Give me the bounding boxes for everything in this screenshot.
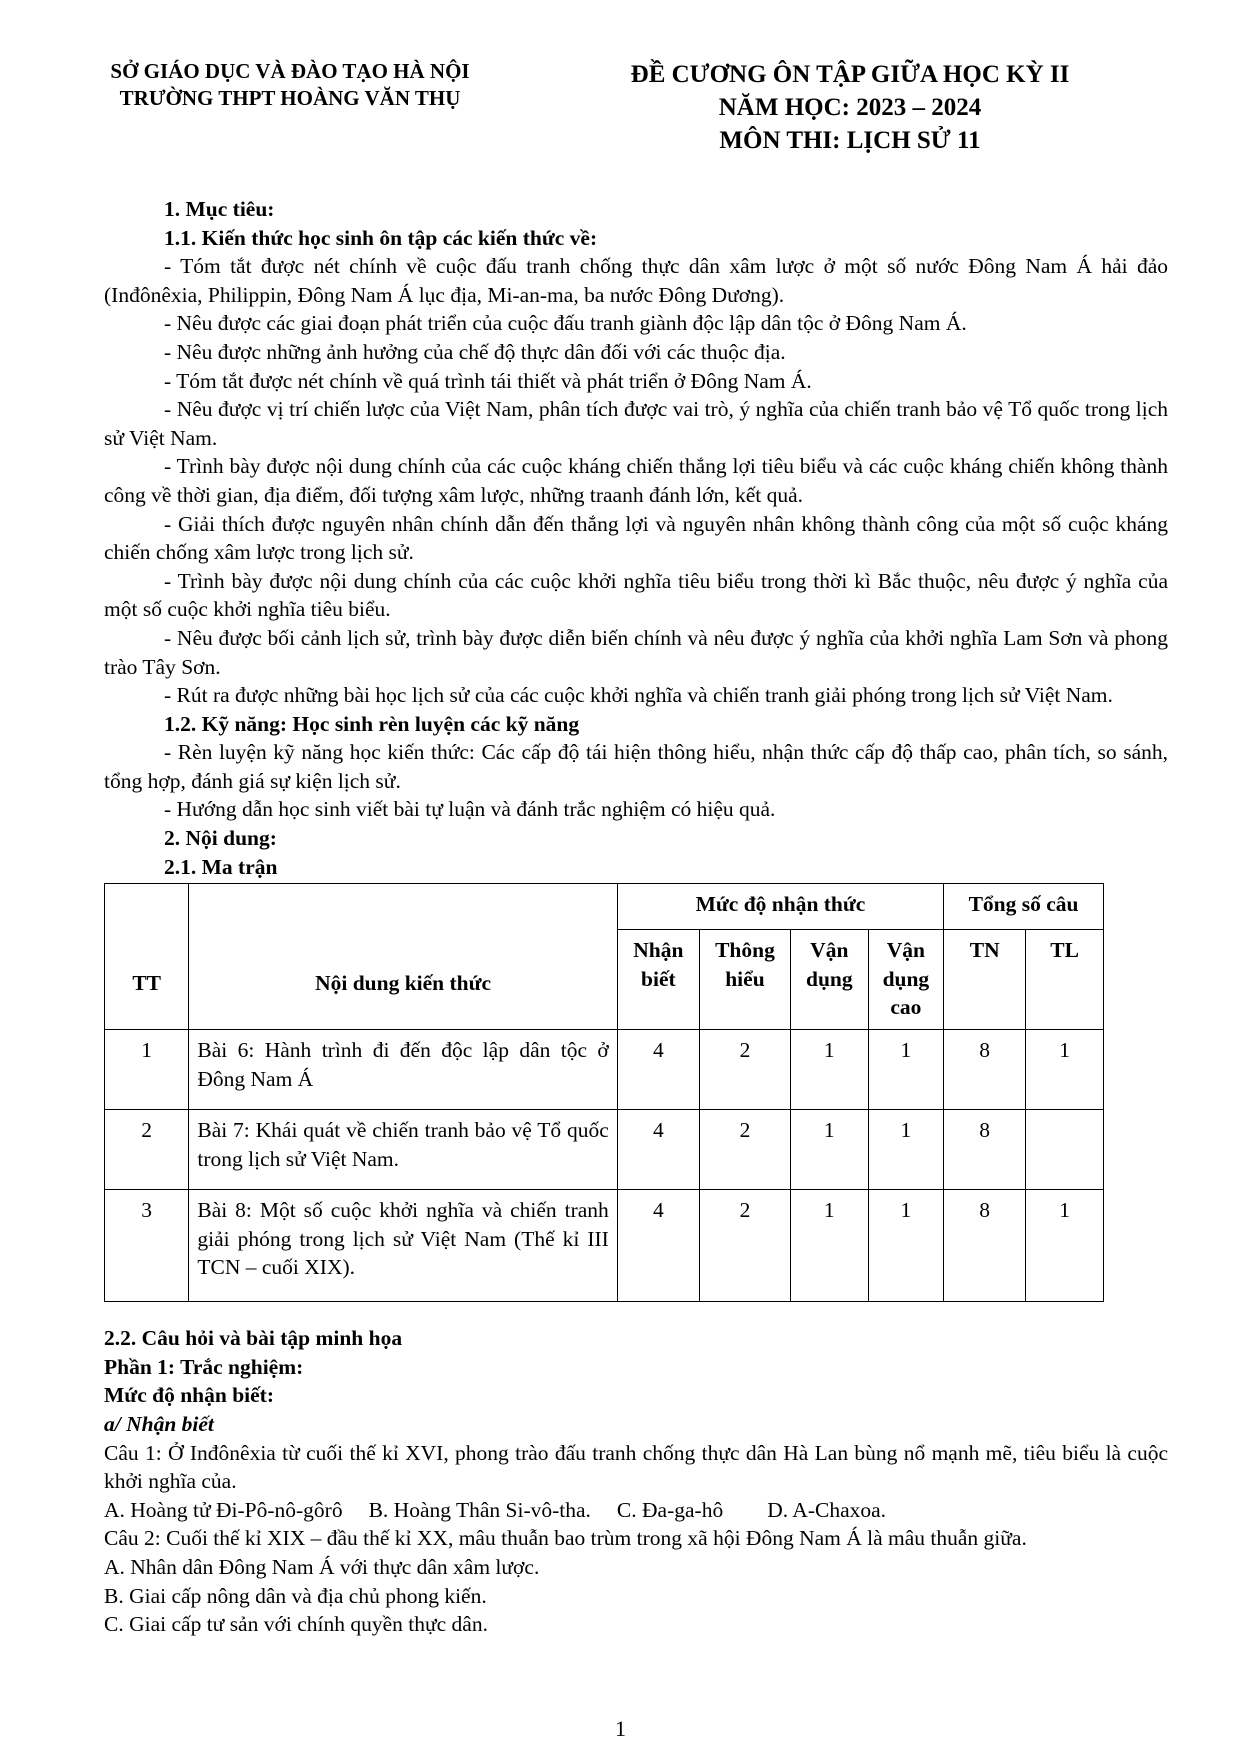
option-b: B. Giai cấp nông dân và địa chủ phong kiến. bbox=[104, 1583, 487, 1608]
cell-tn: 8 bbox=[944, 1190, 1026, 1302]
header-level: Mức độ nhận thức bbox=[617, 884, 943, 930]
objective-item: - Tóm tắt được nét chính về quá trình tái thiết và phát triển ở Đông Nam Á. bbox=[164, 368, 812, 393]
header-nhan-biet: Nhận biết bbox=[617, 930, 699, 1030]
subsection-heading: 2.1. Ma trận bbox=[164, 854, 278, 879]
header-thong-hieu: Thông hiểu bbox=[699, 930, 790, 1030]
section-heading: 2. Nội dung: bbox=[164, 826, 277, 851]
table-row bbox=[105, 1190, 1104, 1302]
school-header bbox=[70, 58, 510, 112]
option-a: A. Nhân dân Đông Nam Á với thực dân xâm lược. bbox=[104, 1555, 540, 1579]
part-heading: Phần 1: Trắc nghiệm: bbox=[104, 1354, 304, 1379]
header-van-dung-cao: Vận dụng cao bbox=[868, 930, 943, 1030]
cell-th: 2 bbox=[699, 1190, 790, 1302]
cell-tl: 1 bbox=[1026, 1190, 1104, 1302]
document-body bbox=[104, 195, 1168, 1639]
header-content: Nội dung kiến thức bbox=[189, 884, 617, 1030]
cell-tn: 8 bbox=[944, 1030, 1026, 1110]
cell-content: Bài 6: Hành trình đi đến độc lập dân tộc ở Đông Nam Á bbox=[189, 1030, 617, 1110]
cell-nb: 4 bbox=[617, 1110, 699, 1190]
document-title: ĐỀ CƯƠNG ÔN TẬP GIỮA HỌC KỲ II bbox=[630, 61, 1070, 88]
objective-item: - Giải thích được nguyên nhân chính dẫn đến thắng lợi và nguyên nhân không thành công của một số cuộc kháng chiến chống xâm lược trong lịch sử. bbox=[104, 511, 1168, 565]
cell-vd: 1 bbox=[790, 1110, 868, 1190]
cell-content: Bài 7: Khái quát về chiến tranh bảo vệ Tổ quốc trong lịch sử Việt Nam. bbox=[189, 1110, 617, 1190]
subsection-heading: 1.1. Kiến thức học sinh ôn tập các kiến thức về: bbox=[164, 225, 598, 250]
cell-tt: 3 bbox=[105, 1190, 189, 1302]
objective-item: - Nêu được bối cảnh lịch sử, trình bày được diễn biến chính và nêu được ý nghĩa của khởi nghĩa Lam Sơn và phong trào Tây Sơn. bbox=[104, 625, 1168, 679]
cell-tt: 1 bbox=[105, 1030, 189, 1110]
question-1-options bbox=[104, 1496, 1168, 1525]
school-year: NĂM HỌC: 2023 – 2024 bbox=[718, 94, 982, 121]
skill-item: - Hướng dẫn học sinh viết bài tự luận và đánh trắc nghiệm có hiệu quả. bbox=[164, 797, 776, 822]
table-row bbox=[105, 1030, 1104, 1110]
cell-vd: 1 bbox=[790, 1190, 868, 1302]
cell-tt: 2 bbox=[105, 1110, 189, 1190]
question-1: Câu 1: Ở Inđônêxia từ cuối thế kỉ XVI, phong trào đấu tranh chống thực dân Hà Lan bùng nổ mạnh mẽ, tiêu biểu là cuộc khởi nghĩa của. bbox=[104, 1440, 1168, 1494]
table-row bbox=[105, 1110, 1104, 1190]
cell-th: 2 bbox=[699, 1030, 790, 1110]
school-name: TRƯỜNG THPT HOÀNG VĂN THỤ bbox=[119, 86, 461, 110]
cell-vd: 1 bbox=[790, 1030, 868, 1110]
objective-item: - Nêu được những ảnh hưởng của chế độ thực dân đối với các thuộc địa. bbox=[164, 339, 786, 364]
option-a: A. Hoàng tử Đi-Pô-nô-gôrô bbox=[104, 1497, 343, 1522]
question-2: Câu 2: Cuối thế kỉ XIX – đầu thế kỉ XX, mâu thuẫn bao trùm trong xã hội Đông Nam Á là mâu thuẫn giữa. bbox=[104, 1526, 1027, 1551]
objective-item: - Tóm tắt được nét chính về cuộc đấu tranh chống thực dân xâm lược ở một số nước Đông Nam Á hải đảo (Inđônêxia, Philippin, Đông Nam Á lục địa, Mi-an-ma, ba nước Đông Dương). bbox=[104, 254, 1168, 307]
cell-vdc: 1 bbox=[868, 1110, 943, 1190]
page-number: 1 bbox=[615, 1716, 626, 1741]
header-total: Tổng số câu bbox=[944, 884, 1104, 930]
level-subheading: a/ Nhận biết bbox=[104, 1412, 214, 1437]
option-b: B. Hoàng Thân Si-vô-tha. bbox=[368, 1497, 591, 1522]
objective-item: - Nêu được vị trí chiến lược của Việt Nam, phân tích được vai trò, ý nghĩa của chiến tranh bảo vệ Tổ quốc trong lịch sử Việt Nam. bbox=[104, 397, 1168, 450]
department-name: SỞ GIÁO DỤC VÀ ĐÀO TẠO HÀ NỘI bbox=[110, 59, 470, 83]
cell-nb: 4 bbox=[617, 1030, 699, 1110]
option-d: D. A-Chaxoa. bbox=[767, 1497, 887, 1522]
cell-content: Bài 8: Một số cuộc khởi nghĩa và chiến tranh giải phóng trong lịch sử Việt Nam (Thế kỉ III TCN – cuối XIX). bbox=[189, 1190, 617, 1302]
subsection-heading: 2.2. Câu hỏi và bài tập minh họa bbox=[104, 1326, 403, 1351]
header-tn: TN bbox=[944, 930, 1026, 1030]
header-tl: TL bbox=[1026, 930, 1104, 1030]
section-heading: 1. Mục tiêu: bbox=[164, 197, 275, 221]
cell-nb: 4 bbox=[617, 1190, 699, 1302]
level-heading: Mức độ nhận biết: bbox=[104, 1383, 274, 1408]
cell-vdc: 1 bbox=[868, 1030, 943, 1110]
skill-item: - Rèn luyện kỹ năng học kiến thức: Các cấp độ tái hiện thông hiểu, nhận thức cấp độ thấp cao, phân tích, so sánh, tổng hợp, đánh giá sự kiện lịch sử. bbox=[104, 740, 1168, 793]
option-c: C. Đa-ga-hô bbox=[616, 1497, 724, 1522]
subject: MÔN THI: LỊCH SỬ 11 bbox=[719, 127, 981, 154]
option-c: C. Giai cấp tư sản với chính quyền thực dân. bbox=[104, 1612, 488, 1637]
cell-vdc: 1 bbox=[868, 1190, 943, 1302]
cell-th: 2 bbox=[699, 1110, 790, 1190]
objective-item: - Nêu được các giai đoạn phát triển của cuộc đấu tranh giành độc lập dân tộc ở Đông Nam Á. bbox=[164, 311, 967, 336]
document-title-block bbox=[570, 58, 1130, 157]
objective-item: - Trình bày được nội dung chính của các cuộc khởi nghĩa tiêu biểu trong thời kì Bắc thuộc, nêu được ý nghĩa của một số cuộc khởi nghĩa tiêu biểu. bbox=[104, 568, 1168, 622]
header-van-dung: Vận dụng bbox=[790, 930, 868, 1030]
cell-tl bbox=[1026, 1110, 1104, 1190]
cell-tn: 8 bbox=[944, 1110, 1026, 1190]
objective-item: - Trình bày được nội dung chính của các cuộc kháng chiến thắng lợi tiêu biểu và các cuộc kháng chiến không thành công về thời gian, địa điểm, đối tượng xâm lược, những traanh đánh lớn, kết quả. bbox=[104, 454, 1168, 507]
objective-item: - Rút ra được những bài học lịch sử của các cuộc khởi nghĩa và chiến tranh giải phóng trong lịch sử Việt Nam. bbox=[164, 683, 1113, 708]
subsection-heading: 1.2. Kỹ năng: Học sinh rèn luyện các kỹ năng bbox=[164, 711, 580, 736]
header-tt: TT bbox=[105, 884, 189, 1030]
knowledge-matrix-table bbox=[104, 883, 1104, 1302]
cell-tl: 1 bbox=[1026, 1030, 1104, 1110]
